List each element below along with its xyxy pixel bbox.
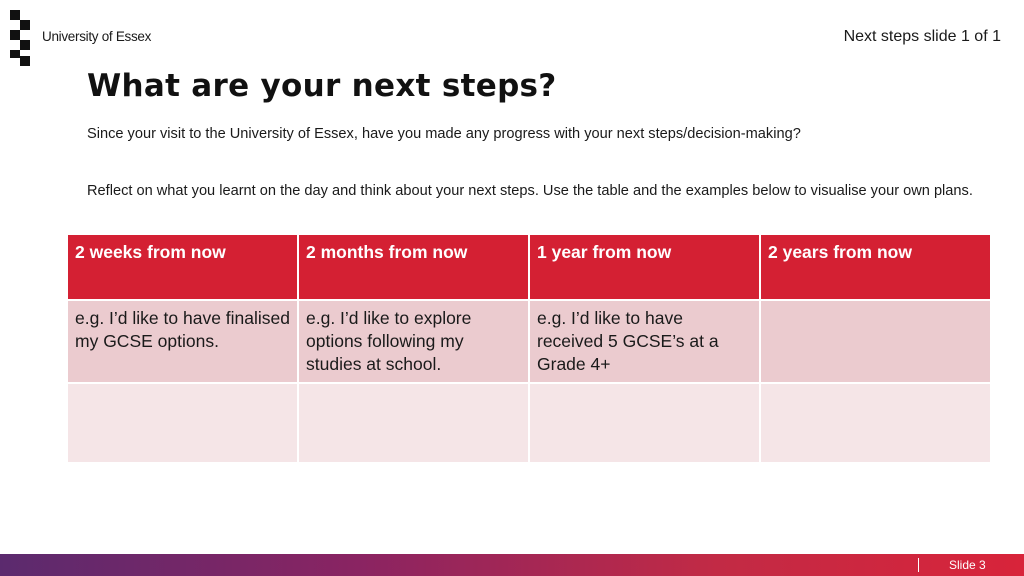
column-header-1-year: 1 year from now <box>529 234 760 300</box>
footer-divider <box>918 558 919 572</box>
university-logo <box>10 10 170 66</box>
table-row <box>67 383 991 463</box>
table-cell[interactable] <box>529 383 760 463</box>
column-header-2-years: 2 years from now <box>760 234 991 300</box>
table-cell[interactable]: e.g. I’d like to have finalised my GCSE options. <box>67 300 298 383</box>
reflect-text: Reflect on what you learnt on the day and think about your next steps. Use the table and the examples below to visualise your own plans. <box>87 183 973 199</box>
column-header-2-months: 2 months from now <box>298 234 529 300</box>
table-cell[interactable]: e.g. I’d like to have received 5 GCSE’s at a Grade 4+ <box>529 300 760 383</box>
logo-wordmark: University of Essex <box>42 29 152 44</box>
table-cell[interactable] <box>67 383 298 463</box>
page-title: What are your next steps? <box>87 68 557 104</box>
column-header-2-weeks: 2 weeks from now <box>67 234 298 300</box>
logo-checker-icon <box>10 10 34 66</box>
table-cell[interactable]: e.g. I’d like to explore options following my studies at school. <box>298 300 529 383</box>
table-row <box>67 300 991 383</box>
intro-text: Since your visit to the University of Essex, have you made any progress with your next steps/decision-making? <box>87 126 801 142</box>
table-cell[interactable] <box>298 383 529 463</box>
next-steps-table <box>66 233 992 464</box>
table-cell[interactable] <box>760 383 991 463</box>
table-cell[interactable] <box>760 300 991 383</box>
slide-counter: Next steps slide 1 of 1 <box>843 28 1001 45</box>
footer-bar <box>0 554 1024 576</box>
footer-slide-number: Slide 3 <box>949 558 986 572</box>
table-header-row <box>67 234 991 300</box>
